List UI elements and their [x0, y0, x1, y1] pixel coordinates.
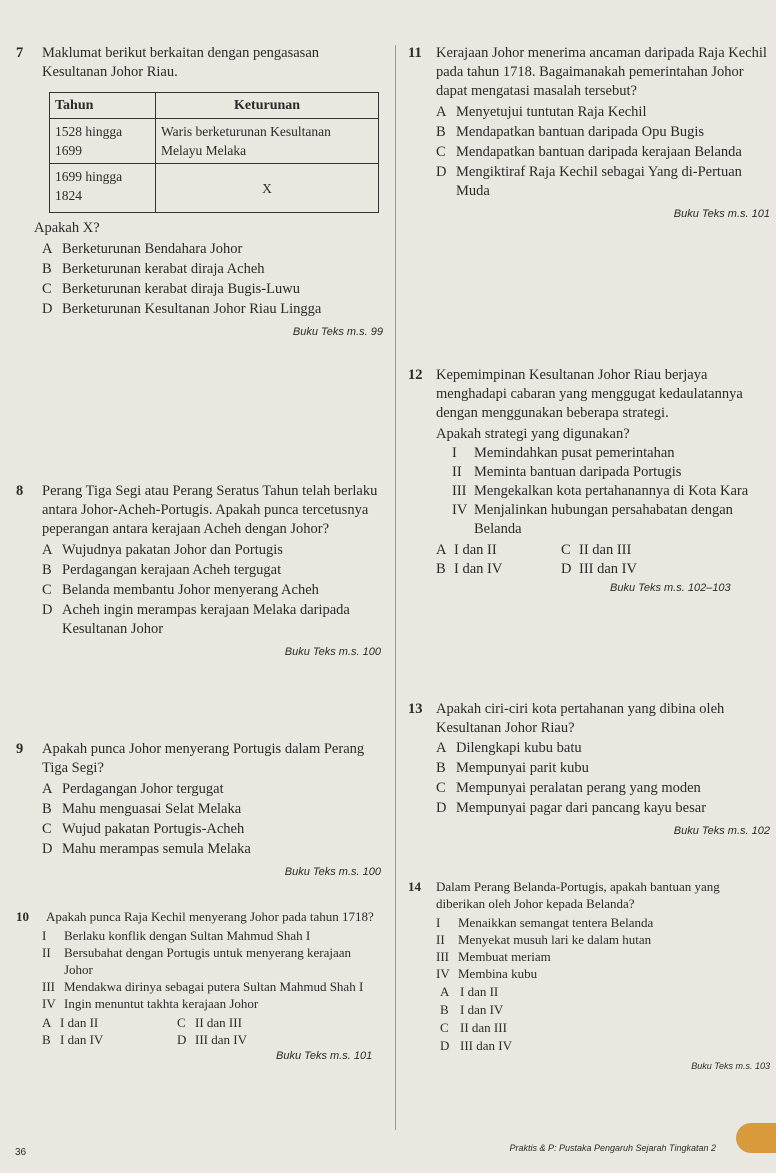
option-label: D — [42, 301, 53, 317]
option-text: II dan III — [195, 1015, 242, 1030]
statement-numeral: IV — [452, 502, 468, 518]
option-text: Perdagangan Johor tergugat — [62, 781, 224, 797]
question-number: 9 — [16, 741, 24, 757]
option-text: Berketurunan Bendahara Johor — [62, 241, 243, 257]
option-label: A — [42, 781, 53, 797]
option-text: Berketurunan Kesultanan Johor Riau Lingga — [62, 301, 322, 317]
option-label: B — [42, 1032, 51, 1047]
option-label: A — [42, 1015, 52, 1030]
statement-numeral: II — [452, 464, 462, 480]
option-label: D — [440, 1038, 450, 1053]
table-header-row — [50, 93, 379, 119]
question-stem: Dalam Perang Belanda-Portugis, apakah bantuan yang diberikan oleh Johor kepada Belanda? — [436, 879, 720, 911]
statement-numeral: II — [42, 945, 51, 960]
statement-2 — [436, 931, 770, 948]
option-text: Mengiktiraf Raja Kechil sebagai Yang di-Pertuan Muda — [456, 164, 742, 199]
question-number: 7 — [16, 45, 24, 61]
option-text: I dan IV — [454, 561, 503, 577]
option-c[interactable] — [42, 820, 381, 839]
option-d[interactable] — [42, 601, 381, 639]
option-a[interactable] — [42, 780, 381, 799]
option-label: B — [436, 124, 446, 140]
question-12 — [408, 366, 770, 598]
option-c[interactable] — [561, 541, 686, 560]
question-9 — [16, 740, 381, 882]
option-text: Perdagangan kerajaan Acheh tergugat — [62, 562, 282, 578]
statement-text: Meminta bantuan daripada Portugis — [474, 464, 682, 480]
option-a[interactable] — [436, 541, 561, 560]
question-stem: Maklumat berikut berkaitan dengan pengasasan Kesultanan Johor Riau. — [42, 45, 320, 80]
option-c[interactable] — [436, 1019, 770, 1036]
column-divider — [395, 45, 396, 1130]
statement-text: Bersubahat dengan Portugis untuk menyerang kerajaan Johor — [64, 945, 351, 977]
option-label: B — [42, 562, 52, 578]
option-label: B — [42, 801, 52, 817]
question-prompt: Apakah X? — [34, 220, 100, 236]
option-text: Wujudnya pakatan Johor dan Portugis — [62, 542, 283, 558]
table-header: Tahun — [50, 93, 156, 119]
table-row — [50, 164, 379, 213]
option-label: D — [177, 1032, 187, 1047]
textbook-reference: Buku Teks m.s. 100 — [284, 646, 381, 658]
statement-numeral: III — [452, 483, 467, 499]
question-stem: Kerajaan Johor menerima ancaman daripada Raja Kechil pada tahun 1718. Bagaimanakah pemerintahan Johor dapat mengatasi masalah tersebut? — [436, 45, 767, 99]
textbook-reference: Buku Teks m.s. 101 — [276, 1050, 373, 1062]
option-label: A — [436, 740, 447, 756]
option-text: III dan IV — [195, 1032, 247, 1047]
question-8 — [16, 482, 381, 662]
question-stem: Apakah punca Johor menyerang Portugis dalam Perang Tiga Segi? — [42, 741, 365, 776]
option-label: A — [42, 542, 53, 558]
table-header: Keturunan — [156, 93, 379, 119]
option-label: C — [436, 780, 446, 796]
question-10 — [16, 908, 381, 1065]
option-text: I dan II — [60, 1015, 99, 1030]
statement-2 — [42, 944, 381, 978]
option-text: Wujud pakatan Portugis-Acheh — [62, 821, 245, 837]
statement-2 — [452, 463, 770, 482]
question-number: 12 — [408, 367, 423, 383]
option-b[interactable] — [436, 759, 770, 778]
question-prompt: Apakah strategi yang digunakan? — [436, 426, 630, 442]
option-label: D — [42, 602, 53, 618]
statement-text: Membuat meriam — [458, 949, 551, 964]
option-c[interactable] — [436, 779, 770, 798]
statement-4 — [436, 965, 770, 982]
statement-numeral: III — [436, 949, 449, 964]
option-label: B — [436, 561, 446, 577]
option-label: D — [436, 800, 447, 816]
option-a[interactable] — [42, 541, 381, 560]
option-text: III dan IV — [460, 1038, 512, 1053]
textbook-reference: Buku Teks m.s. 102 — [673, 825, 770, 837]
option-label: A — [436, 542, 447, 558]
option-label: A — [440, 984, 450, 999]
option-text: Mempunyai peralatan perang yang moden — [456, 780, 701, 796]
option-text: Mendapatkan bantuan daripada kerajaan Belanda — [456, 144, 742, 160]
statement-text: Menjalinkan hubungan persahabatan dengan Belanda — [474, 502, 733, 537]
option-c[interactable] — [436, 143, 770, 162]
option-text: Berketurunan kerabat diraja Bugis-Luwu — [62, 281, 300, 297]
option-label: A — [436, 104, 447, 120]
textbook-reference: Buku Teks m.s. 102–103 — [610, 582, 731, 594]
question-7 — [16, 44, 381, 342]
option-text: Belanda membantu Johor menyerang Acheh — [62, 582, 319, 598]
statement-text: Ingin menuntut takhta kerajaan Johor — [64, 996, 259, 1011]
statement-text: Memindahkan pusat pemerintahan — [474, 445, 675, 461]
question-stem: Kepemimpinan Kesultanan Johor Riau berjaya menghadapi cabaran yang menggugat kedaulatannya dengan menggunakan beberapa strategi. — [436, 367, 743, 421]
option-b[interactable] — [436, 560, 561, 579]
option-a[interactable] — [42, 240, 381, 259]
option-d[interactable] — [561, 560, 686, 579]
option-label: C — [440, 1020, 449, 1035]
option-label: B — [436, 760, 446, 776]
option-d[interactable] — [436, 163, 770, 201]
option-text: Mempunyai parit kubu — [456, 760, 589, 776]
option-label: C — [42, 821, 52, 837]
option-text: I dan IV — [60, 1032, 104, 1047]
statement-1 — [452, 444, 770, 463]
statement-text: Menaikkan semangat tentera Belanda — [458, 915, 654, 930]
option-label: A — [42, 241, 53, 257]
statement-numeral: III — [42, 979, 55, 994]
option-a[interactable] — [436, 739, 770, 758]
table-cell: X — [156, 164, 379, 213]
option-b[interactable] — [42, 260, 381, 279]
option-text: I dan IV — [460, 1002, 504, 1017]
page-corner-tab — [736, 1123, 776, 1153]
statement-text: Mengekalkan kota pertahanannya di Kota Kara — [474, 483, 749, 499]
option-c[interactable] — [177, 1014, 312, 1031]
question-number: 14 — [408, 879, 421, 894]
question-number: 11 — [408, 45, 422, 61]
statement-numeral: IV — [42, 996, 56, 1011]
option-label: B — [440, 1002, 449, 1017]
option-b[interactable] — [42, 561, 381, 580]
question-stem: Apakah ciri-ciri kota pertahanan yang dibina oleh Kesultanan Johor Riau? — [436, 701, 725, 736]
option-text: Dilengkapi kubu batu — [456, 740, 582, 756]
statement-numeral: IV — [436, 966, 450, 981]
question-number: 10 — [16, 909, 29, 924]
textbook-reference: Buku Teks m.s. 99 — [292, 326, 383, 338]
option-label: C — [42, 281, 52, 297]
textbook-reference: Buku Teks m.s. 103 — [691, 1061, 770, 1071]
option-b[interactable] — [42, 1031, 177, 1048]
option-text: III dan IV — [579, 561, 637, 577]
option-text: Mendapatkan bantuan daripada Opu Bugis — [456, 124, 705, 140]
option-label: C — [42, 582, 52, 598]
statement-numeral: I — [42, 928, 47, 943]
option-label: D — [561, 561, 572, 577]
option-label: D — [436, 164, 447, 180]
option-text: I dan II — [460, 984, 499, 999]
question-stem: Perang Tiga Segi atau Perang Seratus Tahun telah berlaku antara Johor-Acheh-Portugis. Apakah punca tercetusnya peperangan antara kerajaan Acheh dengan Johor? — [42, 483, 378, 537]
option-label: B — [42, 261, 52, 277]
textbook-reference: Buku Teks m.s. 100 — [284, 866, 381, 878]
option-c[interactable] — [42, 581, 381, 600]
option-text: II dan III — [460, 1020, 507, 1035]
question-stem: Apakah punca Raja Kechil menyerang Johor pada tahun 1718? — [46, 909, 374, 924]
option-label: D — [42, 841, 53, 857]
statement-text: Berlaku konflik dengan Sultan Mahmud Shah I — [64, 928, 311, 943]
option-d[interactable] — [436, 1037, 770, 1054]
table-row — [50, 119, 379, 164]
statement-numeral: I — [436, 915, 441, 930]
option-text: II dan III — [579, 542, 632, 558]
statement-3 — [436, 948, 770, 965]
option-text: I dan II — [454, 542, 497, 558]
statement-4 — [452, 501, 770, 539]
series-footer: Praktis & P: Pustaka Pengaruh Sejarah Tingkatan 2 — [509, 1143, 716, 1153]
statement-text: Membina kubu — [458, 966, 538, 981]
option-a[interactable] — [42, 1014, 177, 1031]
option-d[interactable] — [177, 1031, 312, 1048]
option-b[interactable] — [436, 123, 770, 142]
table-cell: Waris berketurunan Kesultanan Melayu Melaka — [156, 119, 379, 164]
option-text: Mahu menguasai Selat Melaka — [62, 801, 242, 817]
statement-1 — [42, 927, 381, 944]
table-cell: 1528 hingga 1699 — [50, 119, 156, 164]
option-label: C — [177, 1015, 186, 1030]
statement-numeral: II — [436, 932, 445, 947]
option-a[interactable] — [436, 103, 770, 122]
question-11 — [408, 44, 770, 224]
option-b[interactable] — [42, 800, 381, 819]
option-text: Mahu merampas semula Melaka — [62, 841, 251, 857]
question-14 — [408, 878, 770, 1075]
option-label: C — [561, 542, 571, 558]
statement-text: Menyekat musuh lari ke dalam hutan — [458, 932, 652, 947]
table-cell: 1699 hingga 1824 — [50, 164, 156, 213]
option-a[interactable] — [436, 983, 770, 1000]
option-text: Acheh ingin merampas kerajaan Melaka daripada Kesultanan Johor — [62, 602, 350, 637]
option-text: Menyetujui tuntutan Raja Kechil — [456, 104, 647, 120]
question-13 — [408, 700, 770, 841]
statement-numeral: I — [452, 445, 457, 461]
option-label: C — [436, 144, 446, 160]
option-d[interactable] — [42, 840, 381, 859]
option-text: Berketurunan kerabat diraja Acheh — [62, 261, 265, 277]
option-c[interactable] — [42, 280, 381, 299]
option-d[interactable] — [436, 799, 770, 818]
page-number: 36 — [15, 1147, 27, 1158]
statement-3 — [42, 978, 381, 995]
question-number: 13 — [408, 701, 423, 717]
textbook-reference: Buku Teks m.s. 101 — [673, 208, 770, 220]
option-d[interactable] — [42, 300, 381, 319]
statement-4 — [42, 995, 381, 1012]
option-text: Mempunyai pagar dari pancang kayu besar — [456, 800, 707, 816]
statement-1 — [436, 914, 770, 931]
info-table — [49, 92, 379, 213]
statement-text: Mendakwa dirinya sebagai putera Sultan Mahmud Shah I — [64, 979, 364, 994]
option-b[interactable] — [436, 1001, 770, 1018]
statement-3 — [452, 482, 770, 501]
question-number: 8 — [16, 483, 24, 499]
